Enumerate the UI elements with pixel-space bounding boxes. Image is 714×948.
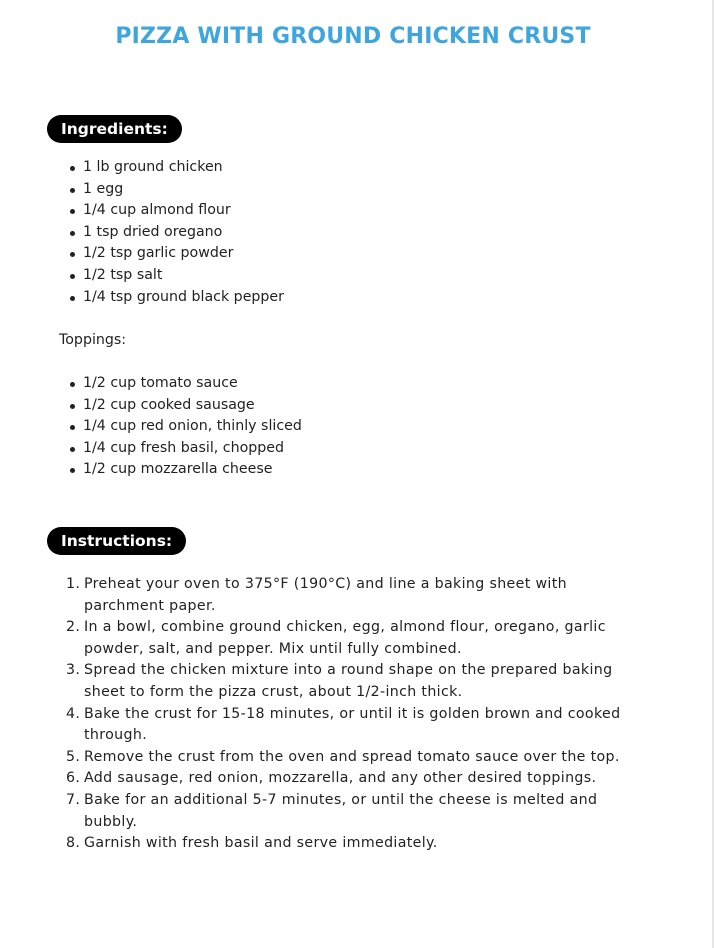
instruction-step [66,574,646,617]
bullet-icon [70,296,75,301]
instruction-step [66,660,646,703]
step-text: Bake for an additional 5-7 minutes, or until the cheese is melted and bubbly. [84,791,598,830]
list-item [60,438,302,460]
step-number: 6. [66,770,81,787]
page-title: PIZZA WITH GROUND CHICKEN CRUST [115,24,591,49]
list-item [60,395,302,417]
toppings-list [60,373,302,481]
step-text: Garnish with fresh basil and serve immediately. [84,835,438,852]
list-item [60,265,284,287]
step-number: 2. [66,619,81,636]
list-item [60,157,284,179]
step-number: 3. [66,662,81,679]
ingredient-text: 1 tsp dried oregano [83,223,223,240]
topping-text: 1/2 cup tomato sauce [83,375,238,391]
instruction-step [66,768,646,790]
step-text: Remove the crust from the oven and spread tomato sauce over the top. [84,748,620,765]
list-item [60,179,284,201]
bullet-icon [70,274,75,279]
ingredient-text: 1/2 tsp garlic powder [83,245,234,262]
step-text: Add sausage, red onion, mozzarella, and any other desired toppings. [84,770,597,787]
topping-text: 1/2 cup mozzarella cheese [83,461,273,478]
ingredients-list [60,157,284,308]
ingredient-text: 1 lb ground chicken [83,159,223,175]
list-item [60,200,284,222]
topping-text: 1/4 cup red onion, thinly sliced [83,418,302,435]
instruction-step [66,704,646,747]
bullet-icon [70,447,75,452]
topping-text: 1/2 cup cooked sausage [83,396,255,413]
step-text: Bake the crust for 15-18 minutes, or until it is golden brown and cooked through. [84,705,621,744]
step-number: 7. [66,791,81,808]
ingredient-text: 1/2 tsp salt [83,266,163,283]
bullet-icon [70,404,75,409]
step-number: 8. [66,835,81,852]
toppings-label: Toppings: [59,332,127,348]
bullet-icon [70,188,75,193]
instruction-step [66,833,646,855]
instruction-step [66,747,646,769]
bullet-icon [70,166,75,171]
instructions-heading: Instructions: [47,527,186,555]
step-number: 5. [66,748,81,765]
bullet-icon [70,252,75,257]
list-item [60,243,284,265]
ingredient-text: 1 egg [83,180,124,197]
list-item [60,459,302,481]
bullet-icon [70,382,75,387]
instruction-step [66,790,646,833]
ingredient-text: 1/4 cup almond flour [83,202,231,219]
step-text: In a bowl, combine ground chicken, egg, almond flour, oregano, garlic powder, salt, and pepper. Mix until fully combined. [84,619,606,657]
instruction-step [66,617,646,660]
bullet-icon [70,468,75,473]
list-item [60,222,284,244]
list-item [60,373,302,395]
topping-text: 1/4 cup fresh basil, chopped [83,439,285,456]
instructions-list [66,574,646,855]
bullet-icon [70,231,75,236]
bullet-icon [70,209,75,214]
step-number: 1. [66,576,81,592]
bullet-icon [70,425,75,430]
list-item [60,287,284,309]
ingredients-heading: Ingredients: [47,115,182,143]
step-text: Preheat your oven to 375°F (190°C) and line a baking sheet with parchment paper. [84,576,567,614]
ingredient-text: 1/4 tsp ground black pepper [83,288,284,305]
step-number: 4. [66,705,81,722]
list-item [60,416,302,438]
step-text: Spread the chicken mixture into a round shape on the prepared baking sheet to form the pizza crust, about 1/2-inch thick. [84,662,613,700]
